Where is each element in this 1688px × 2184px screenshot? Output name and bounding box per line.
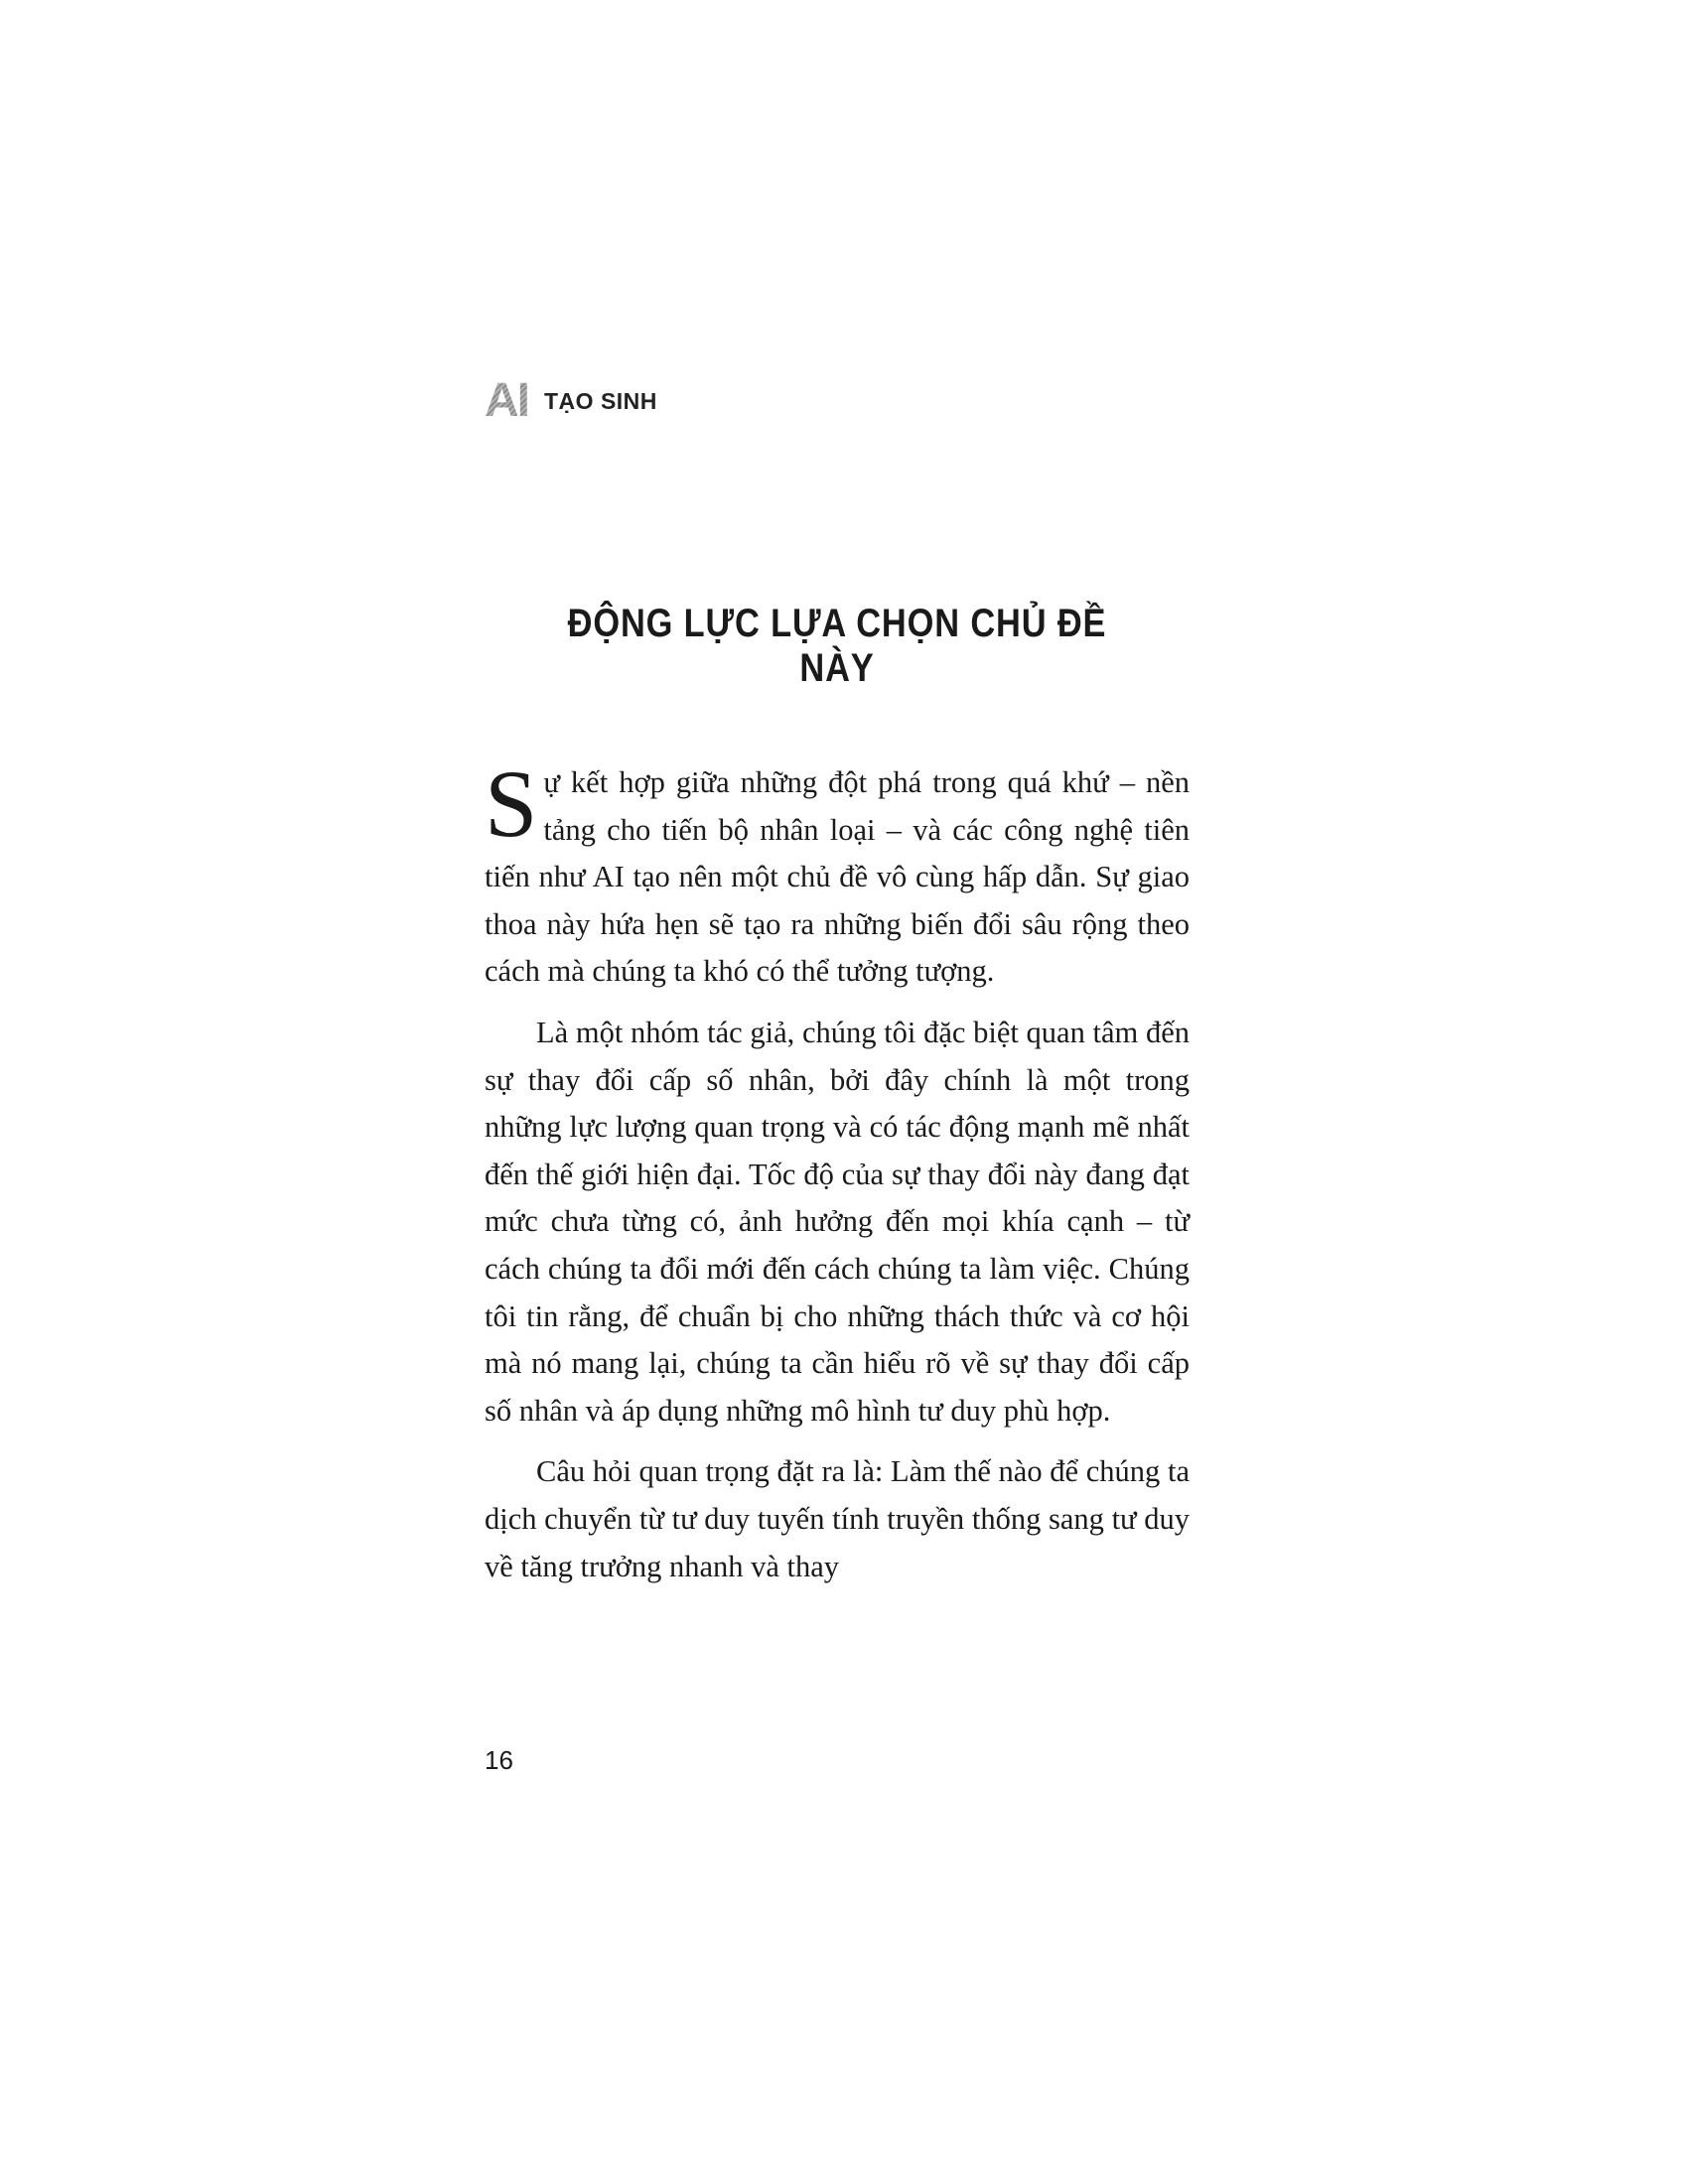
paragraph-3: Câu hỏi quan trọng đặt ra là: Làm thế nào để chúng ta dịch chuyển từ tư duy tuyến tính truyền thống sang tư duy về tăng trưởng nhanh và thay bbox=[485, 1454, 1190, 1583]
chapter-title: ĐỘNG LỰC LỰA CHỌN CHỦ ĐỀ NÀY bbox=[567, 602, 1107, 690]
series-title: TẠO SINH bbox=[544, 387, 657, 414]
paragraph-1 bbox=[485, 751, 1190, 996]
paragraph-1-text: ự kết hợp giữa những đột phá trong quá khứ – nền tảng cho tiến bộ nhân loại – và các công nghệ tiên tiến như AI tạo nên một chủ đề vô cùng hấp dẫn. Sự giao thoa này hứa hẹn sẽ tạo ra những biến đổi sâu rộng theo cách mà chúng ta khó có thể tưởng tượng. bbox=[485, 765, 1190, 989]
page-number: 16 bbox=[485, 1745, 513, 1775]
paragraph-2: Là một nhóm tác giả, chúng tôi đặc biệt quan tâm đến sự thay đổi cấp số nhân, bởi đây chính là một trong những lực lượng quan trọng và có tác động mạnh mẽ nhất đến thế giới hiện đại. Tốc độ của sự thay đổi này đang đạt mức chưa từng có, ảnh hưởng đến mọi khía cạnh – từ cách chúng ta đổi mới đến cách chúng ta làm việc. Chúng tôi tin rằng, để chuẩn bị cho những thách thức và cơ hội mà nó mang lại, chúng ta cần hiểu rõ về sự thay đổi cấp số nhân và áp dụng những mô hình tư duy phù hợp. bbox=[485, 1015, 1190, 1428]
ai-logo: AI bbox=[485, 374, 528, 427]
drop-cap: S bbox=[485, 751, 538, 857]
body-text bbox=[485, 751, 1190, 1604]
running-header bbox=[485, 374, 657, 427]
